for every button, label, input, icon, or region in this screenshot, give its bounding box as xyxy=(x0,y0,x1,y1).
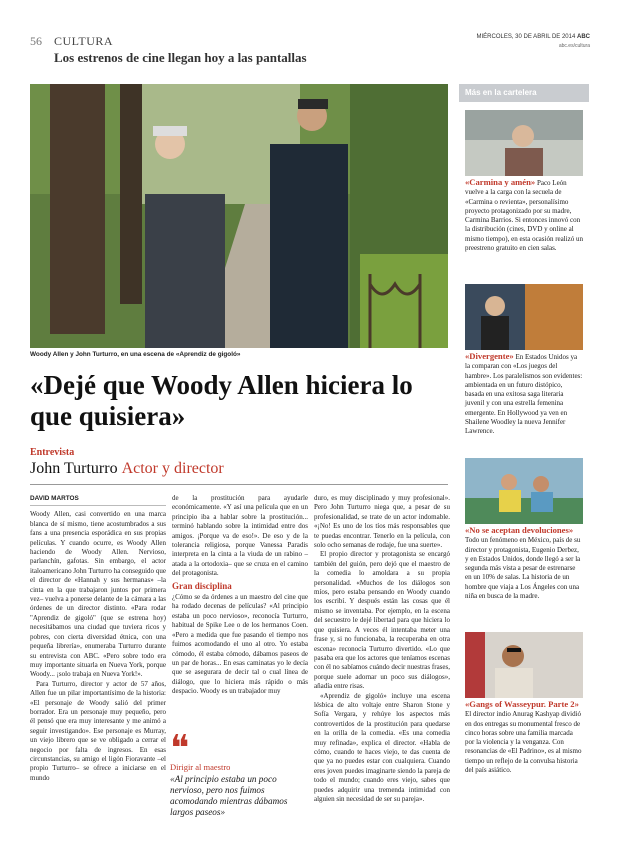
film-title: «Divergente» xyxy=(465,351,514,361)
interviewee-name: John Turturro xyxy=(30,460,118,477)
paragraph: ¿Cómo se da órdenes a un maestro del cine que ha rodado decenas de películas? «Al principio estaba un poco nervioso», reconocía Turturro, habitual de Spike Lee o de los hermanos Coen. «Pero a medida que fue pasando el tiempo nos fuimos acomodando el uno al otro. Yo estaba cómodo, él estaba cómodo, dábamos paseos de un par de horas... En esas caminatas yo le decía que se asegurara de decir tal o cual línea de diálogo, que lo hiciera más rápido o más despacio. Woody es un trabajador muy xyxy=(172,593,308,696)
interviewee-role: Actor y director xyxy=(121,460,224,477)
sidebar-item xyxy=(465,458,583,601)
byline: DAVID MARTOS xyxy=(30,494,166,506)
film-title: «Carmina y amén» xyxy=(465,177,536,187)
film-still xyxy=(465,458,583,524)
quote-text: «Al principio estaba un poco nervioso, pero nos fuimos acomodando mientras dábamos largos paseos» xyxy=(170,774,288,817)
subhead: Gran disciplina xyxy=(172,580,232,591)
article-column-1 xyxy=(30,494,166,783)
article-column-2 xyxy=(172,494,308,697)
page-number: 56 xyxy=(30,34,42,48)
film-blurb: Todo un fenómeno en México, país de su director y protagonista, Eugenio Derbez, y en Estados Unidos, donde llegó a ser la segunda más vista a pesar de estrenarse en un 10% de salas. La historia de un hombre que viaja a Los Ángeles con una niña en busca de la madre. xyxy=(465,536,581,601)
sidebar-item xyxy=(465,632,583,775)
film-title: «Gangs of Wasseypur. Parte 2» xyxy=(465,699,579,709)
section-name: CULTURA xyxy=(54,34,114,48)
paragraph: duro, es muy disciplinado y muy profesional». Pero John Turturro niega que, a pesar de su profesionalidad, se trate de un actor indomable. «¡No! Es uno de los tíos más responsables que te puedas encontrar. Tenerlo en la película, con solo ocho semanas de rodaje, fue una suerte». xyxy=(314,494,450,550)
sidebar-title: Más en la cartelera xyxy=(459,84,589,102)
film-blurb: Paco León vuelve a la carga con la secuela de «Carmina o revienta», personalísimo proyecto protagonizado por su madre, Carmina Barrios. Si entonces innovó con la distribución (cines, DVD y online al mismo tiempo), en esta ocasión realizó un preestreno gratuito en cien salas. xyxy=(465,179,583,253)
pull-quote xyxy=(170,728,310,818)
interviewee xyxy=(30,460,224,478)
section-subtitle: Los estrenos de cine llegan hoy a las pantallas xyxy=(54,50,307,65)
article-column-3 xyxy=(314,494,450,804)
sidebar-item xyxy=(465,284,583,437)
issue-date: MIÉRCOLES, 30 DE ABRIL DE 2014 ABC xyxy=(476,34,590,40)
paragraph: Para Turturro, director y actor de 57 años, Allen fue un pilar importantísimo de la historia: «El personaje de Woody salió del primer borrador. Era un personaje muy pequeño, pero él pensó que era muy interesante y me animó a seguir investigando». Ese personaje es Murray, un viejo librero que se ve obligado a cerrar el negocio por falta de ingresos. En esas circunstancias, su amigo el ligón Fioravante –el propio Turturro– se ofrece a iniciarse en el mundo xyxy=(30,679,166,782)
section-url: abc.es/cultura xyxy=(558,43,590,49)
paragraph: de la prostitución para ayudarle económicamente. «Y así una película que en un principio iba a hablar sobre la prostitución... terminó hablando sobre la intimidad entre dos amigos. ¡Porque va de eso!». De eso y de la tolerancia religiosa, porque Vanessa Paradis interpreta en la cinta a la viuda de un rabino –atada a la ortodoxia– que se cruza en el camino del protagonista. xyxy=(172,494,308,578)
page-header xyxy=(30,34,590,74)
headline: «Dejé que Woody Allen hiciera lo que quisiera» xyxy=(30,370,413,431)
main-photo xyxy=(30,84,448,348)
sidebar xyxy=(459,84,589,816)
quote-marks-icon: ❝ xyxy=(170,728,190,768)
sidebar-item xyxy=(465,110,583,253)
paragraph: «Aprendiz de gigoló» incluye una escena lésbica de alto voltaje entre Sharon Stone y Sofía Vergara, y rehúye los aspectos más controvertidos de la prostitución para quedarse en la orilla de la comedia. «Es una comedia muy refinada», explica el director. «Habla de cómo, cuando te haces viejo, te das cuenta de que ya no puedes estar con cualquiera. Cuando eres joven puedes imaginarte siendo la pareja de todo el mundo; cuando eres viejo, sabes que puedes adquirir una tremenda intimidad con alguien sin necesidad de ser su pareja». xyxy=(314,691,450,803)
article-kicker: Entrevista xyxy=(30,447,75,458)
film-blurb: El director indio Anurag Kashyap dividió en dos entregas su monumental fresco de cinco horas sobre una familia marcada por la violencia y la venganza. Con resonancias de «El Padrino», es al mismo tiempo un reflejo de la convulsa historia del país asiático. xyxy=(465,710,582,775)
film-title: «No se aceptan devoluciones» xyxy=(465,525,574,535)
film-still xyxy=(465,632,583,698)
divider xyxy=(30,484,448,485)
film-still xyxy=(465,110,583,176)
photo-caption: Woody Allen y John Turturro, en una escena de «Aprendiz de gigoló» xyxy=(30,351,241,358)
paragraph: El propio director y protagonista se encargó también del guión, pero dejó que el maestro de la comedia lo amoldara a su propia personalidad. «Muchos de los diálogos son míos, pero estaba pensando en Woody cuando los escribí. Y después están las cosas que él mismo se inventaba. Por ejemplo, en la escena del secuestro le dejé libertad para que hiciera lo que quisiera. A veces él intentaba meter una frase y, si no funcionaba, la recuperaba en otra escena» reconocía Turturro divertido. «Lo que pasaba era que los actores que teníamos escenas con él no sabíamos cuándo decir nuestras frases, porque suele adornar un poco sus diálogos», añadía entre risas. xyxy=(314,550,450,691)
film-still xyxy=(465,284,583,350)
film-blurb: En Estados Unidos ya la comparan con «Los juegos del hambre». Los paralelismos son evidentes: ambientada en un futuro distópico, basada en una exitosa saga literaria juvenil y con una estrella femenina emergente. En Hollywood ya ven en Shailene Woodley la nueva Jennifer Lawrence. xyxy=(465,353,583,436)
quote-label: Dirigir al maestro xyxy=(170,762,231,772)
brand-name: ABC xyxy=(577,34,590,40)
paragraph: Woody Allen, casi convertido en una marca blanca de sí mismo, tiene acostumbrados a sus fans a una presencia esporádica en sus propias películas. Y cuando ocurre, es Woody Allen haciendo de Woody Allen. Nervioso, parlanchín, gafotas. Sin embargo, el actor italoamericano John Turturro ha conseguido que el director de «Hannah y sus hermanas» –la cinta en la que trabajaron juntos por primera vez– vuelva a ponerse delante de la cámara a las órdenes de un director distinto. «Para rodar "Aprendiz de gigoló" (que se estrena hoy) necesitábamos una ciudad que tuviera ricos y pobres, con cierta diversidad étnica, con una pequeña librería», enumeraba Turturro durante su entrevista con ABC. «Pero sobre todo era muy importante situarla en Nueva York, porque Woody... ¡solo trabaja en Nueva York!». xyxy=(30,510,166,679)
